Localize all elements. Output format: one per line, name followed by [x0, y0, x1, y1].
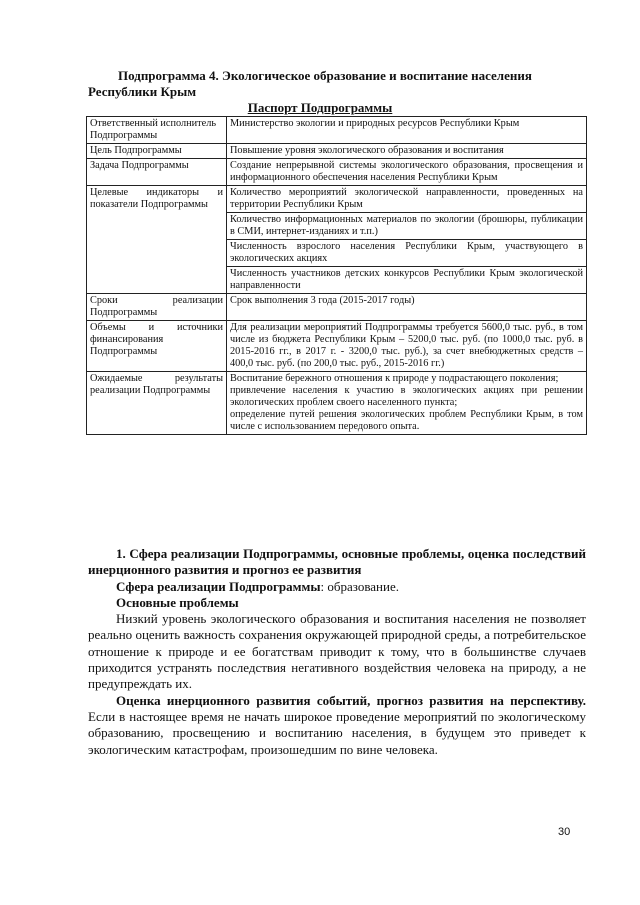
- table-row: [87, 186, 587, 213]
- title-line-1: Подпрограмма 4. Экологическое образование и воспитание населения: [118, 68, 532, 83]
- row-label: Задача Подпрограммы: [87, 159, 227, 186]
- row-value: Срок выполнения 3 года (2015-2017 годы): [227, 294, 587, 321]
- table-row: [87, 159, 587, 186]
- row-value: Для реализации мероприятий Подпрограммы требуется 5600,0 тыс. руб., в том числе из бюджета Республики Крым – 5200,0 тыс. руб. (по 1000,0 тыс. руб. в 2015-2016 гг., в 2017 г. - 3200,0 тыс. руб.), за счет внебюджетных средств – 400,0 тыс. руб. (по 200,0 тыс. руб., 2015-2016 гг.): [227, 321, 587, 372]
- passport-heading: Паспорт Подпрограммы: [247, 100, 393, 115]
- scope-label: Сфера реализации Подпрограммы: [116, 578, 321, 594]
- row-label: Ожидаемые результаты реализации Подпрограммы: [87, 372, 227, 435]
- row-value: [227, 372, 587, 435]
- result-line: определение путей решения экологических проблем Республики Крым, в том числе с использованием передового опыта.: [230, 409, 583, 432]
- indicator-item: Количество информационных материалов по экологии (брошюры, публикации в СМИ, интернет-изданиях и т.п.): [227, 213, 587, 240]
- indicator-item: Численность участников детских конкурсов Республики Крым экологической направленности: [227, 267, 587, 294]
- table-row: [87, 294, 587, 321]
- indicator-item: Количество мероприятий экологической направленности, проведенных на территории Республики Крым: [227, 186, 587, 213]
- table-row: [87, 372, 587, 435]
- problems-paragraph: Низкий уровень экологического образования и воспитания населения не позволяет реально оценить важность сохранения окружающей природной среды, а потребительское отношение к природе и ее богатствам приводит к тому, что в большинстве случаев приходится устранять последствия негативного воздействия человека на природу, а не предупреждать их.: [88, 611, 586, 692]
- row-label: Объемы и источники финансирования Подпрограммы: [87, 321, 227, 372]
- result-line: Воспитание бережного отношения к природе у подрастающего поколения;: [230, 373, 559, 384]
- problems-heading: Основные проблемы: [116, 594, 239, 610]
- table-row: [87, 321, 587, 372]
- row-label: Сроки реализации Подпрограммы: [87, 294, 227, 321]
- row-label: Целевые индикаторы и показатели Подпрограммы: [87, 186, 227, 294]
- row-label: Цель Подпрограммы: [87, 144, 227, 159]
- forecast-label: Оценка инерционного развития событий, прогноз развития на перспективу.: [116, 692, 586, 708]
- row-label: Ответственный исполнитель Подпрограммы: [87, 117, 227, 144]
- row-value: Министерство экологии и природных ресурсов Республики Крым: [227, 117, 587, 144]
- table-row: [87, 117, 587, 144]
- row-value: Создание непрерывной системы экологического образования, просвещения и информационного обеспечения населения Республики Крым: [227, 159, 587, 186]
- title-line-2: Республики Крым: [88, 84, 197, 99]
- indicator-item: Численность взрослого населения Республики Крым, участвующего в экологических акциях: [227, 240, 587, 267]
- section-body: [88, 546, 586, 758]
- page-number: 30: [558, 826, 571, 838]
- result-line: привлечение населения к участию в экологических акциях при решении экологических проблем своего населенного пункта;: [230, 385, 583, 408]
- passport-table: [86, 116, 587, 435]
- section-heading: 1. Сфера реализации Подпрограммы, основные проблемы, оценка последствий инерционного развития и прогноз ее развития: [88, 546, 586, 578]
- forecast-paragraph: [88, 693, 586, 758]
- subprogram-title: [88, 68, 588, 100]
- table-row: [87, 144, 587, 159]
- scope-paragraph: [88, 579, 586, 595]
- row-value: Повышение уровня экологического образования и воспитания: [227, 144, 587, 159]
- forecast-text: Если в настоящее время не начать широкое проведение мероприятий по экологическому образованию, просвещению и воспитанию населения, в будущем это приведет к экологическим катастрофам, произошедшим по вине человека.: [88, 708, 586, 757]
- scope-value: : образование.: [320, 578, 399, 594]
